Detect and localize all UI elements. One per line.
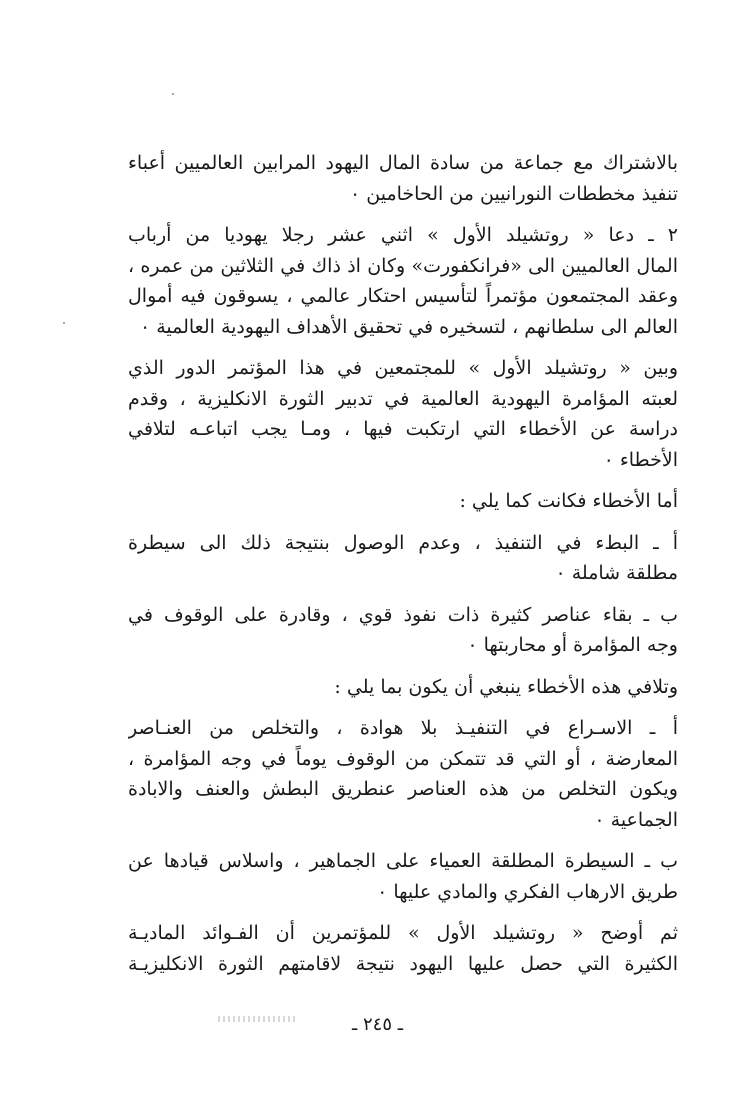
text-line: تنفيذ مخططات النورانيين من الحاخامين ٠ bbox=[349, 182, 678, 205]
page-number: ـ ٢٤٥ ـ bbox=[351, 1014, 403, 1035]
page-body bbox=[128, 148, 678, 990]
paragraph-1 bbox=[128, 148, 678, 209]
text-line: ثم أوضح « روتشيلد الأول » للمؤتمرين أن الفـوائد الماديـة bbox=[128, 922, 678, 944]
text-line: وبين « روتشيلد الأول » للمجتمعين في هذا المؤتمر الدور الذي bbox=[128, 357, 678, 379]
text-line: أ ـ الاسـراع في التنفيـذ بلا هوادة ، والتخلص من العنـاصر bbox=[128, 717, 678, 739]
paragraph-5 bbox=[128, 528, 678, 589]
scan-speck bbox=[63, 322, 65, 324]
text-line: طريق الارهاب الفكري والمادي عليها ٠ bbox=[377, 880, 678, 903]
text-line: ب ـ بقاء عناصر كثيرة ذات نفوذ قوي ، وقادرة على الوقوف في bbox=[128, 603, 678, 626]
text-line: مطلقة شاملة ٠ bbox=[555, 562, 678, 584]
text-line: ويكون التخلص من هذه العناصر عنطريق البطش والعنف والابادة bbox=[128, 778, 678, 800]
paragraph-3 bbox=[128, 353, 678, 475]
text-line: ٢ ـ دعا « روتشيلد الأول » اثني عشر رجلا يهوديا من أرباب bbox=[128, 224, 678, 246]
paragraph-9 bbox=[128, 846, 678, 907]
paragraph-7 bbox=[128, 672, 678, 703]
text-line: وتلافي هذه الأخطاء ينبغي أن يكون بما يلي : bbox=[334, 675, 678, 698]
text-line: المال العالميين الى «فرانكفورت» وكان اذ ذاك في الثلاثين من عمره ، bbox=[128, 254, 678, 277]
text-line: وعقد المجتمعون مؤتمراً لتأسيس احتكار عالمي ، يسوقون فيه أموال bbox=[128, 285, 678, 307]
text-line: المعارضة ، أو التي قد تتمكن من الوقوف يوماً في وجه المؤامرة ، bbox=[128, 747, 678, 770]
paragraph-4 bbox=[128, 486, 678, 517]
text-line: الكثيرة التي حصل عليها اليهود نتيجة لاقامتهم الثورة الانكليزيـة bbox=[128, 952, 678, 975]
paragraph-10 bbox=[128, 918, 678, 979]
text-line: أ ـ البطء في التنفيذ ، وعدم الوصول بنتيجة ذلك الى سيطرة bbox=[128, 531, 678, 554]
paragraph-6 bbox=[128, 600, 678, 661]
text-line: وجه المؤامرة أو محاربتها ٠ bbox=[467, 634, 678, 656]
text-line: أما الأخطاء فكانت كما يلي : bbox=[459, 490, 678, 512]
paragraph-2 bbox=[128, 220, 678, 342]
text-line: بالاشتراك مع جماعة من سادة المال اليهود المرابين العالميين أعباء bbox=[128, 152, 678, 174]
text-line: دراسة عن الأخطاء التي ارتكبت فيها ، ومـا يجب اتباعـه لتلافي bbox=[128, 418, 678, 440]
scan-speck bbox=[172, 93, 174, 95]
text-line: لعبته المؤامرة اليهودية العالمية في تدبير الثورة الانكليزية ، وقدم bbox=[128, 387, 678, 410]
text-line: الأخطاء ٠ bbox=[603, 448, 678, 471]
text-line: العالم الى سلطانهم ، لتسخيره في تحقيق الأهداف اليهودية العالمية ٠ bbox=[139, 315, 678, 338]
text-line: الجماعية ٠ bbox=[594, 808, 678, 831]
text-line: ب ـ السيطرة المطلقة العمياء على الجماهير ، واسلاس قيادها عن bbox=[128, 850, 678, 872]
paragraph-8 bbox=[128, 713, 678, 835]
